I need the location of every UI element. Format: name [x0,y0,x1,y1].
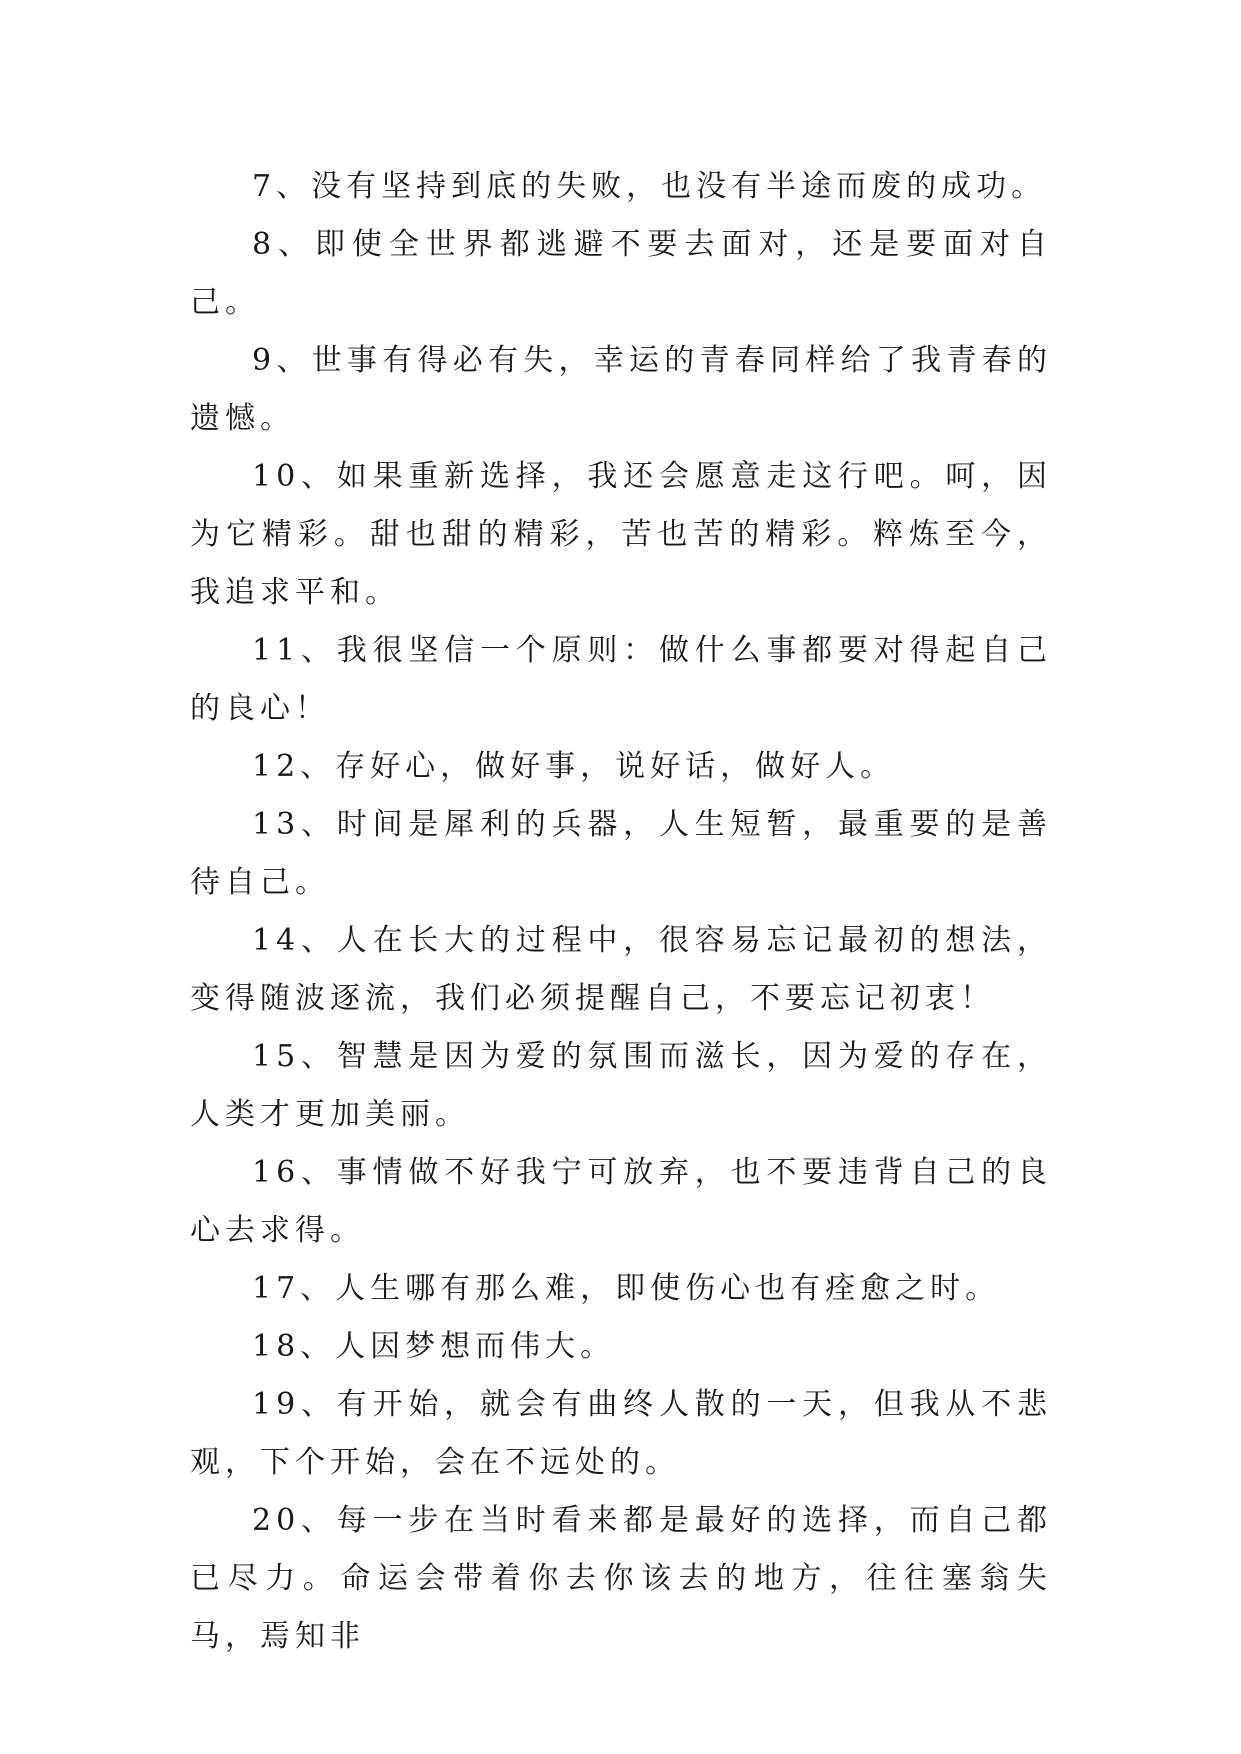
quote-paragraph-10: 10、如果重新选择，我还会愿意走这行吧。呵，因为它精彩。甜也甜的精彩，苦也苦的精彩。粹炼至今，我追求平和。 [190,459,1052,610]
quote-paragraph-7: 7、没有坚持到底的失败，也没有半途而废的成功。 [252,169,1047,204]
quote-paragraph-20: 20、每一步在当时看来都是最好的选择，而自己都已尽力。命运会带着你去你该去的地方，往往塞翁失马，焉知非 [190,1503,1052,1654]
quote-paragraph-16: 16、事情做不好我宁可放弃，也不要违背自己的良心去求得。 [190,1155,1052,1248]
quote-paragraph-8: 8、即使全世界都逃避不要去面对，还是要面对自己。 [190,227,1052,320]
quote-paragraph-14: 14、人在长大的过程中，很容易忘记最初的想法，变得随波逐流，我们必须提醒自己，不要忘记初衷！ [190,923,1052,1016]
document-body [190,158,1052,1666]
quote-paragraph-9: 9、世事有得必有失，幸运的青春同样给了我青春的遗憾。 [190,343,1052,436]
quote-paragraph-12: 12、存好心，做好事，说好话，做好人。 [252,749,896,784]
quote-paragraph-17: 17、人生哪有那么难，即使伤心也有痊愈之时。 [252,1271,1001,1306]
quote-paragraph-11: 11、我很坚信一个原则：做什么事都要对得起自己的良心！ [190,633,1052,726]
quote-paragraph-18: 18、人因梦想而伟大。 [252,1329,616,1364]
quote-paragraph-15: 15、智慧是因为爱的氛围而滋长，因为爱的存在，人类才更加美丽。 [190,1039,1052,1132]
quote-paragraph-13: 13、时间是犀利的兵器，人生短暂，最重要的是善待自己。 [190,807,1052,900]
quote-paragraph-19: 19、有开始，就会有曲终人散的一天，但我从不悲观，下个开始，会在不远处的。 [190,1387,1052,1480]
